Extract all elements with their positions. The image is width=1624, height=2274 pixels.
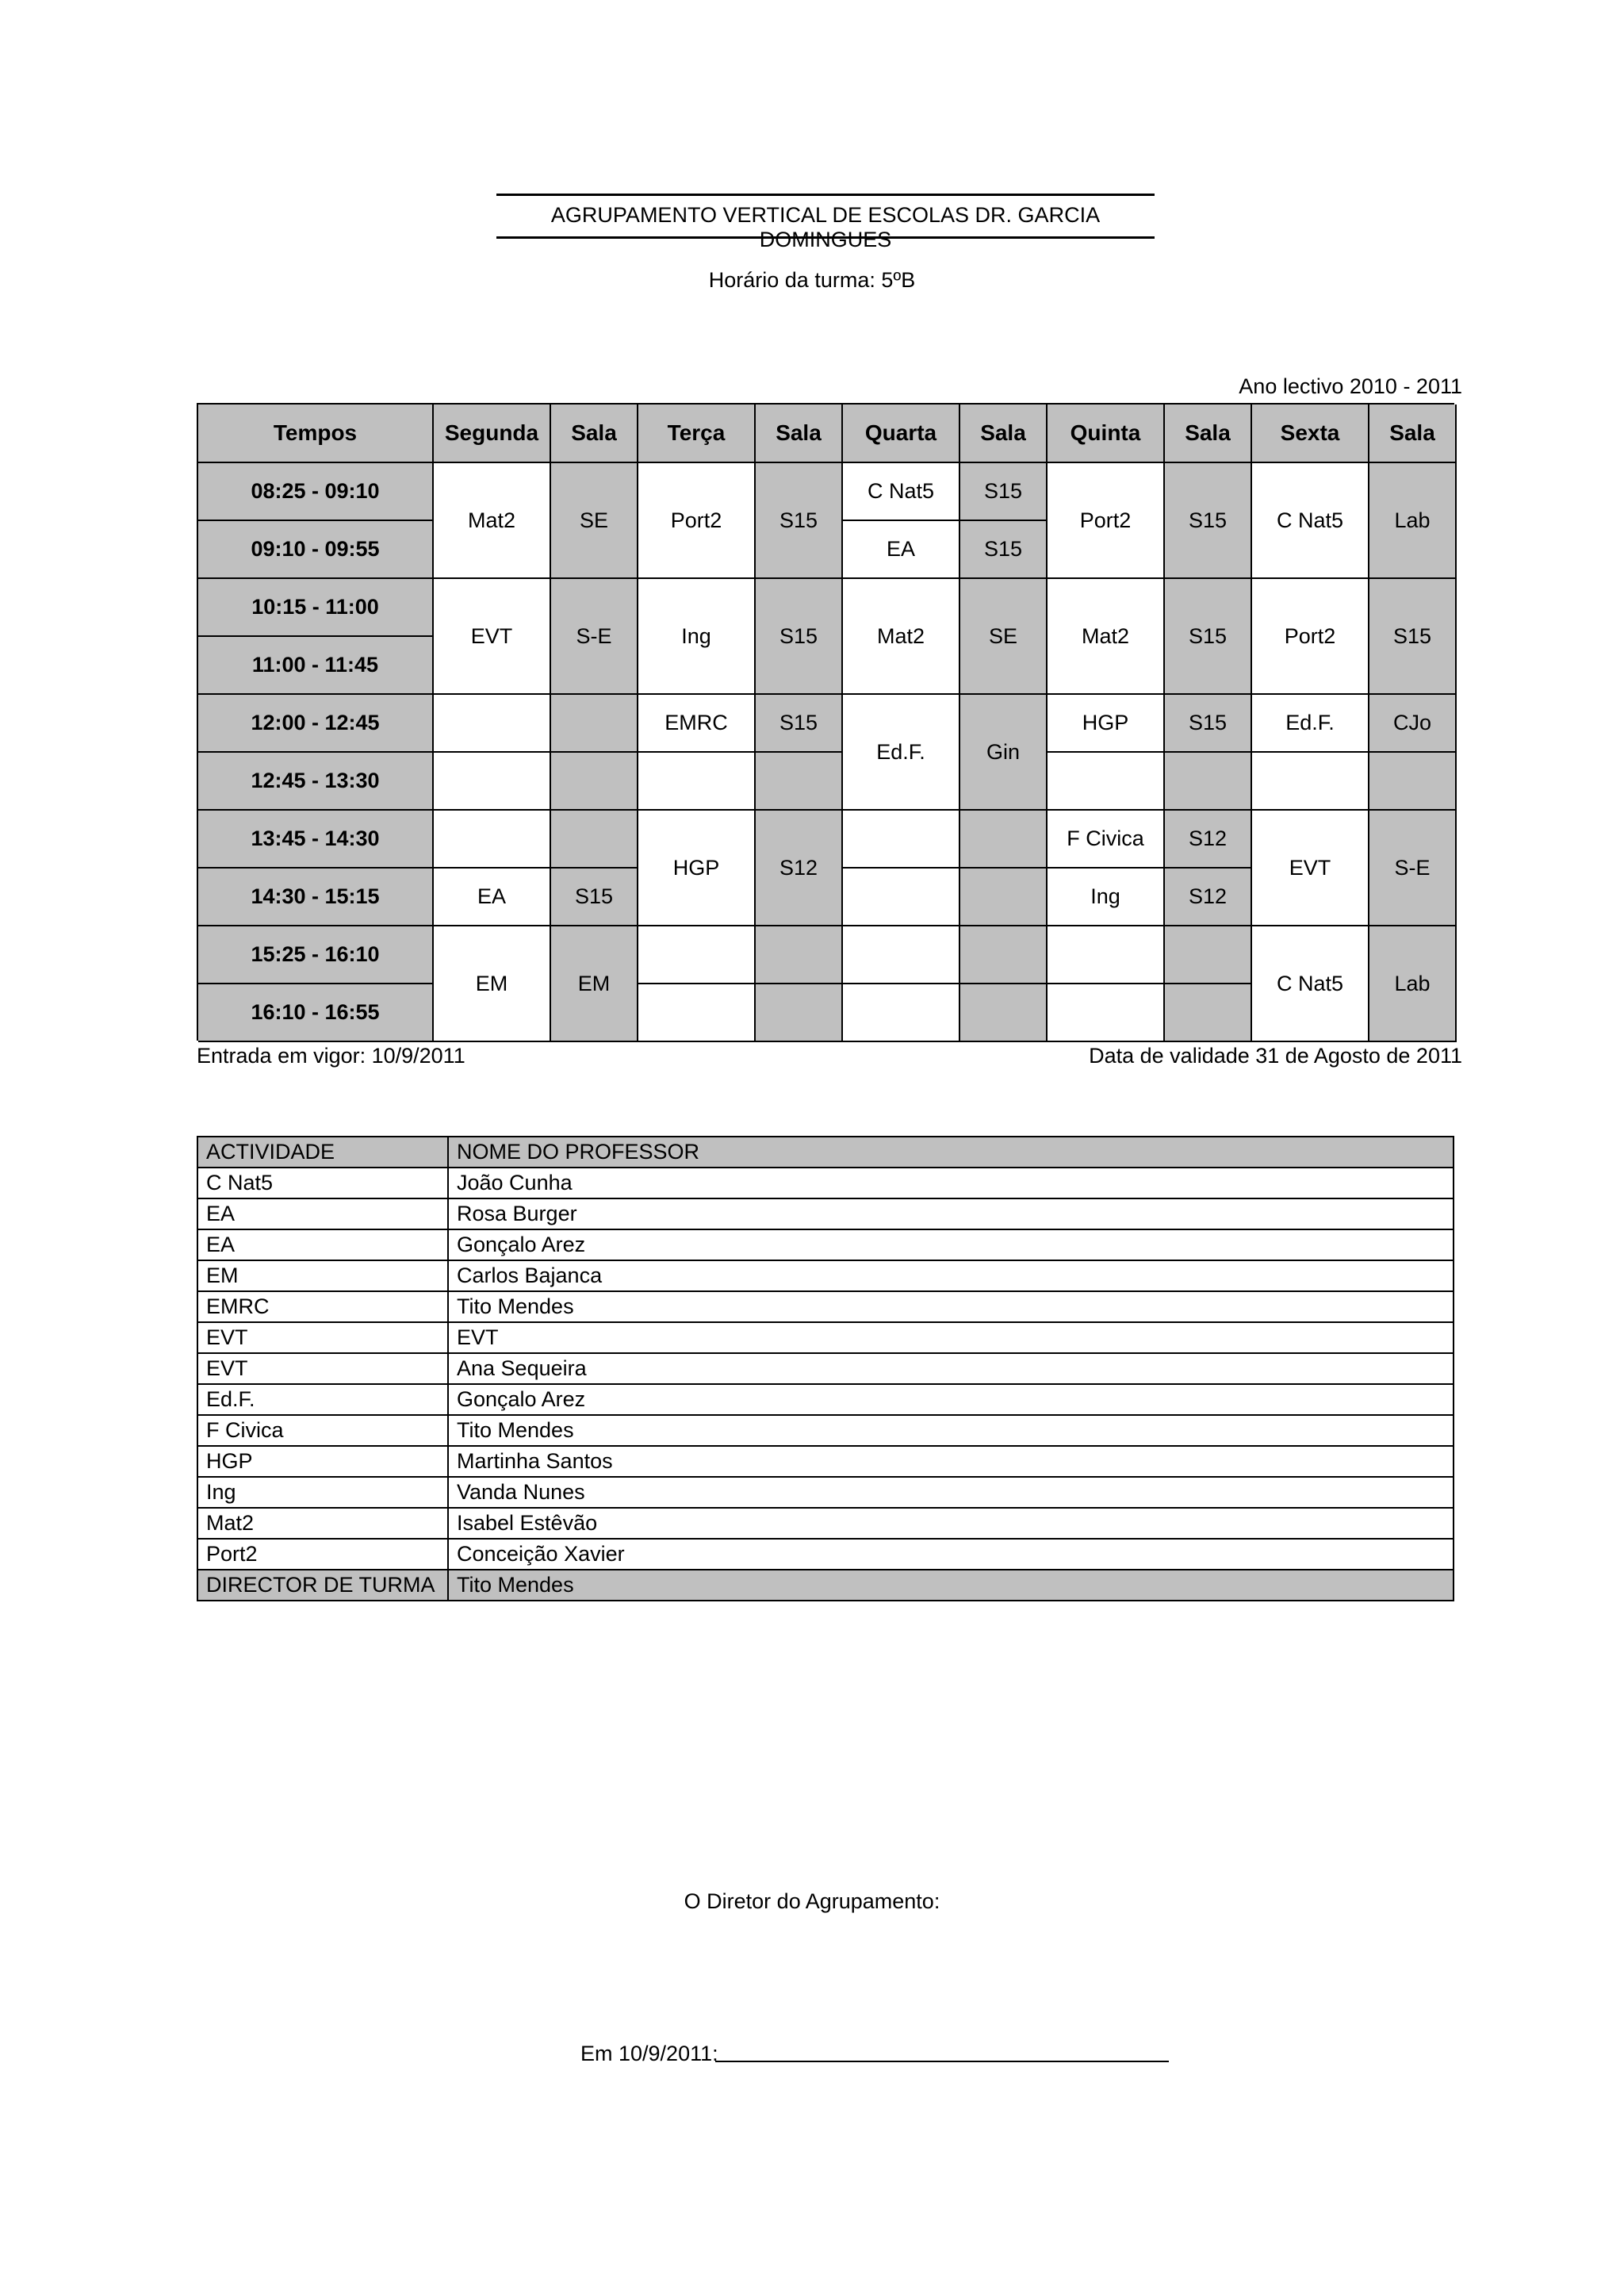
header-sala: Sala xyxy=(1369,405,1457,463)
activity-cell: EMRC xyxy=(197,1291,448,1322)
empty-room-cell xyxy=(960,811,1048,869)
room-cell: Gin xyxy=(960,695,1048,811)
empty-lesson-cell xyxy=(843,811,960,869)
teacher-cell: Gonçalo Arez xyxy=(448,1384,1454,1415)
lesson-cell: Port2 xyxy=(1048,463,1165,579)
empty-lesson-cell xyxy=(638,926,756,984)
header-quinta: Quinta xyxy=(1048,405,1165,463)
room-cell: SE xyxy=(960,579,1048,695)
teacher-cell: João Cunha xyxy=(448,1168,1454,1198)
lesson-cell: EM xyxy=(434,926,551,1042)
time-slot: 09:10 - 09:55 xyxy=(198,521,434,579)
director-name: Tito Mendes xyxy=(448,1570,1454,1601)
room-cell: SE xyxy=(551,463,638,579)
room-cell: EM xyxy=(551,926,638,1042)
activity-cell: EA xyxy=(197,1198,448,1229)
activity-cell: Ing xyxy=(197,1477,448,1508)
room-cell: S15 xyxy=(960,521,1048,579)
header-sala: Sala xyxy=(1165,405,1252,463)
lesson-cell: F Civica xyxy=(1048,811,1165,869)
activity-cell: Mat2 xyxy=(197,1508,448,1539)
teacher-cell: Tito Mendes xyxy=(448,1415,1454,1446)
time-slot: 15:25 - 16:10 xyxy=(198,926,434,984)
activity-cell: Port2 xyxy=(197,1539,448,1570)
lesson-cell: Mat2 xyxy=(1048,579,1165,695)
header-terca: Terça xyxy=(638,405,756,463)
header-quarta: Quarta xyxy=(843,405,960,463)
time-slot: 16:10 - 16:55 xyxy=(198,984,434,1042)
header-sexta: Sexta xyxy=(1252,405,1369,463)
lesson-cell: C Nat5 xyxy=(843,463,960,521)
empty-room-cell xyxy=(551,753,638,811)
activity-cell: F Civica xyxy=(197,1415,448,1446)
table-row xyxy=(197,1291,1454,1322)
table-row xyxy=(197,1168,1454,1198)
header-bottom-rule xyxy=(496,236,1155,239)
header-sala: Sala xyxy=(756,405,843,463)
empty-room-cell xyxy=(1165,753,1252,811)
time-slot: 10:15 - 11:00 xyxy=(198,579,434,637)
header-segunda: Segunda xyxy=(434,405,551,463)
room-cell: S12 xyxy=(756,811,843,926)
time-slot: 08:25 - 09:10 xyxy=(198,463,434,521)
time-slot: 11:00 - 11:45 xyxy=(198,637,434,695)
room-cell: S12 xyxy=(1165,869,1252,926)
teacher-cell: EVT xyxy=(448,1322,1454,1353)
activity-cell: C Nat5 xyxy=(197,1168,448,1198)
room-cell: S15 xyxy=(756,695,843,753)
lesson-cell: EVT xyxy=(434,579,551,695)
director-row xyxy=(197,1570,1454,1601)
empty-lesson-cell xyxy=(638,984,756,1042)
lesson-cell: C Nat5 xyxy=(1252,926,1369,1042)
lesson-cell: EA xyxy=(843,521,960,579)
empty-room-cell xyxy=(960,926,1048,984)
empty-lesson-cell xyxy=(843,984,960,1042)
table-header-row xyxy=(197,1137,1454,1168)
teacher-cell: Gonçalo Arez xyxy=(448,1229,1454,1260)
lesson-cell: HGP xyxy=(1048,695,1165,753)
effective-date: Entrada em vigor: 10/9/2011 xyxy=(197,1044,465,1068)
room-cell: S15 xyxy=(1369,579,1457,695)
room-cell: CJo xyxy=(1369,695,1457,753)
empty-lesson-cell xyxy=(434,753,551,811)
empty-room-cell xyxy=(1165,926,1252,984)
lesson-cell: Port2 xyxy=(1252,579,1369,695)
time-slot: 12:00 - 12:45 xyxy=(198,695,434,753)
table-row xyxy=(197,1198,1454,1229)
header-tempos: Tempos xyxy=(198,405,434,463)
lesson-cell: HGP xyxy=(638,811,756,926)
room-cell: S15 xyxy=(756,579,843,695)
teacher-cell: Vanda Nunes xyxy=(448,1477,1454,1508)
table-row xyxy=(197,1477,1454,1508)
teacher-cell: Ana Sequeira xyxy=(448,1353,1454,1384)
empty-room-cell xyxy=(551,695,638,753)
header-sala: Sala xyxy=(551,405,638,463)
room-cell: S15 xyxy=(1165,463,1252,579)
signature-date-label: Em 10/9/2011: xyxy=(580,2042,718,2065)
lesson-cell: Ing xyxy=(638,579,756,695)
table-row xyxy=(197,1353,1454,1384)
lesson-cell: Ing xyxy=(1048,869,1165,926)
room-cell: S15 xyxy=(551,869,638,926)
time-slot: 13:45 - 14:30 xyxy=(198,811,434,869)
empty-room-cell xyxy=(1369,753,1457,811)
lesson-cell: EMRC xyxy=(638,695,756,753)
column-header-activity: ACTIVIDADE xyxy=(197,1137,448,1168)
activity-cell: EVT xyxy=(197,1353,448,1384)
time-slot: 12:45 - 13:30 xyxy=(198,753,434,811)
empty-room-cell xyxy=(1165,984,1252,1042)
empty-lesson-cell xyxy=(434,695,551,753)
teacher-cell: Martinha Santos xyxy=(448,1446,1454,1477)
empty-lesson-cell xyxy=(1048,753,1165,811)
school-name: AGRUPAMENTO VERTICAL DE ESCOLAS DR. GARCIA DOMINGUES xyxy=(550,203,1101,251)
room-cell: S15 xyxy=(1165,695,1252,753)
room-cell: S15 xyxy=(960,463,1048,521)
activity-cell: Ed.F. xyxy=(197,1384,448,1415)
empty-lesson-cell xyxy=(638,753,756,811)
lesson-cell: Port2 xyxy=(638,463,756,579)
empty-room-cell xyxy=(551,811,638,869)
teachers-table xyxy=(197,1136,1454,1601)
lesson-cell: Ed.F. xyxy=(1252,695,1369,753)
column-header-teacher: NOME DO PROFESSOR xyxy=(448,1137,1454,1168)
activity-cell: EM xyxy=(197,1260,448,1291)
empty-room-cell xyxy=(960,869,1048,926)
table-row xyxy=(197,1508,1454,1539)
lesson-cell: Ed.F. xyxy=(843,695,960,811)
empty-room-cell xyxy=(756,753,843,811)
empty-lesson-cell xyxy=(843,869,960,926)
empty-lesson-cell xyxy=(1252,753,1369,811)
empty-lesson-cell xyxy=(1048,984,1165,1042)
teacher-cell: Rosa Burger xyxy=(448,1198,1454,1229)
director-label: DIRECTOR DE TURMA xyxy=(197,1570,448,1601)
activity-cell: EVT xyxy=(197,1322,448,1353)
lesson-cell: EVT xyxy=(1252,811,1369,926)
table-row xyxy=(197,1539,1454,1570)
lesson-cell: EA xyxy=(434,869,551,926)
lesson-cell: C Nat5 xyxy=(1252,463,1369,579)
validity-date: Data de validade 31 de Agosto de 2011 xyxy=(1089,1044,1462,1068)
table-row xyxy=(197,1260,1454,1291)
schedule-grid xyxy=(197,403,1454,1041)
empty-lesson-cell xyxy=(1048,926,1165,984)
header-sala: Sala xyxy=(960,405,1048,463)
empty-room-cell xyxy=(960,984,1048,1042)
room-cell: S12 xyxy=(1165,811,1252,869)
teacher-cell: Conceição Xavier xyxy=(448,1539,1454,1570)
teacher-cell: Tito Mendes xyxy=(448,1291,1454,1322)
empty-lesson-cell xyxy=(434,811,551,869)
table-row xyxy=(197,1229,1454,1260)
room-cell: S-E xyxy=(551,579,638,695)
empty-lesson-cell xyxy=(843,926,960,984)
teacher-cell: Carlos Bajanca xyxy=(448,1260,1454,1291)
teacher-cell: Isabel Estêvão xyxy=(448,1508,1454,1539)
table-row xyxy=(197,1446,1454,1477)
lesson-cell: Mat2 xyxy=(434,463,551,579)
table-row xyxy=(197,1384,1454,1415)
room-cell: S15 xyxy=(1165,579,1252,695)
lesson-cell: Mat2 xyxy=(843,579,960,695)
table-row xyxy=(197,1322,1454,1353)
room-cell: Lab xyxy=(1369,463,1457,579)
time-slot: 14:30 - 15:15 xyxy=(198,869,434,926)
table-row xyxy=(197,1415,1454,1446)
school-year: Ano lectivo 2010 - 2011 xyxy=(1239,374,1462,398)
room-cell: S-E xyxy=(1369,811,1457,926)
empty-room-cell xyxy=(756,984,843,1042)
header-top-rule xyxy=(496,194,1155,196)
activity-cell: HGP xyxy=(197,1446,448,1477)
room-cell: S15 xyxy=(756,463,843,579)
activity-cell: EA xyxy=(197,1229,448,1260)
signature-line xyxy=(715,2061,1169,2062)
director-signature-label: O Diretor do Agrupamento: xyxy=(684,1889,940,1913)
class-schedule-title: Horário da turma: 5ºB xyxy=(708,268,916,292)
room-cell: Lab xyxy=(1369,926,1457,1042)
empty-room-cell xyxy=(756,926,843,984)
